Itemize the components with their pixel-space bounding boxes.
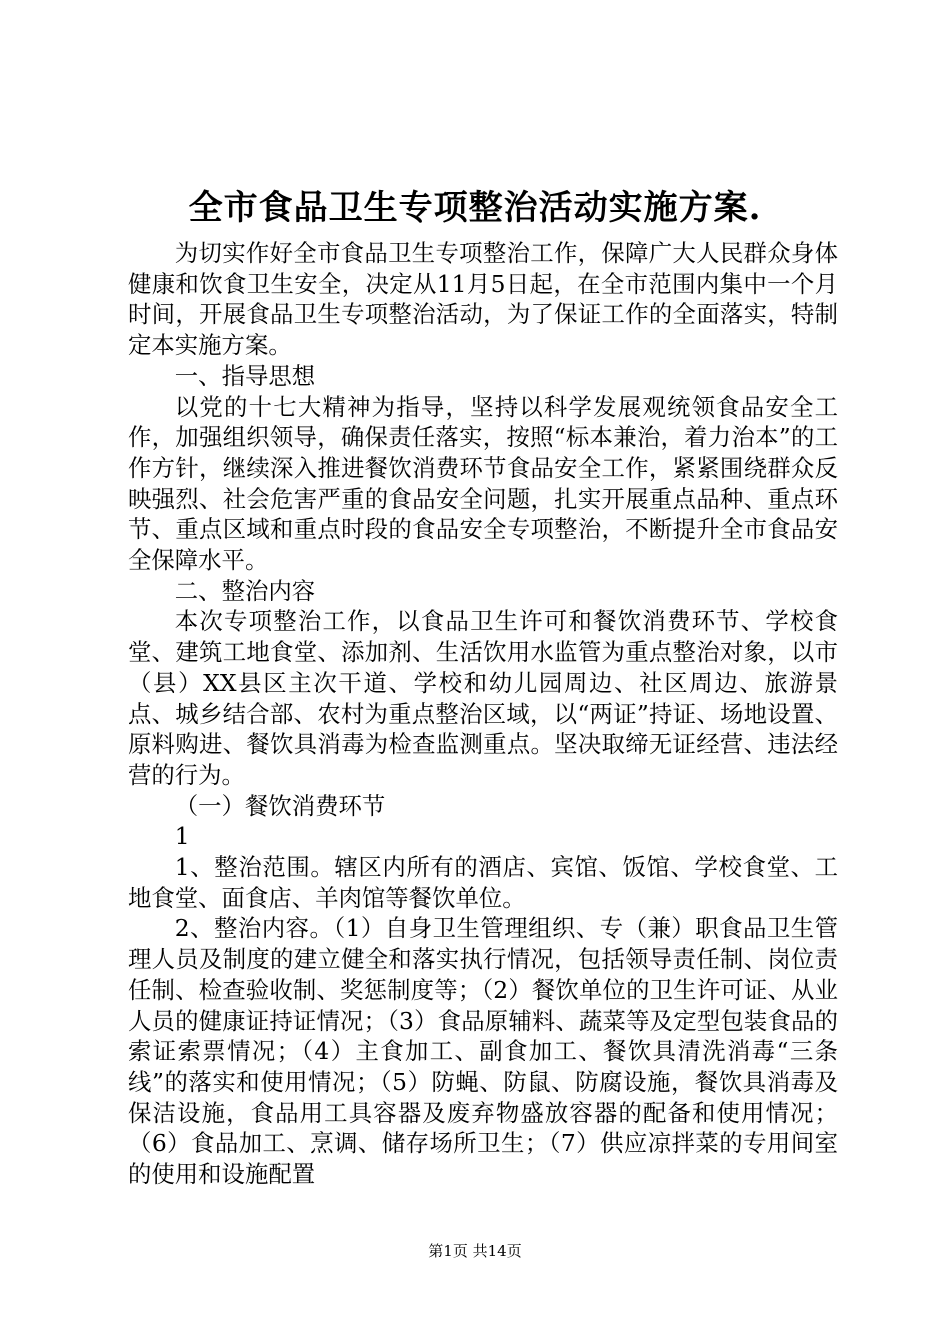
document-body	[128, 238, 838, 1190]
stray-number-line: 1	[174, 822, 190, 851]
section-heading-rectification-content: 二、整治内容	[174, 576, 316, 605]
document-title: 全市食品卫生专项整治活动实施方案.	[188, 188, 762, 228]
guiding-ideology-paragraph: 以党的十七大精神为指导，坚持以科学发展观统领食品安全工作，加强组织领导，确保责任落实，按照“标本兼治，着力治本”的工作方针，继续深入推进餐饮消费环节食品安全工作，紧紧围绕群众反映强烈、社会危害严重的食品安全问题，扎实开展重点品种、重点环节、重点区域和重点时段的食品安全专项整治，不断提升全市食品安全保障水平。	[128, 392, 838, 575]
section-heading-guiding-ideology: 一、指导思想	[174, 361, 316, 390]
subsection-heading-catering: （一）餐饮消费环节	[174, 791, 386, 820]
scope-paragraph: 1、整治范围。辖区内所有的酒店、宾馆、饭馆、学校食堂、工地食堂、面食店、羊肉馆等餐饮单位。	[128, 853, 838, 912]
page-footer: 第1页 共14页	[428, 1242, 522, 1260]
rectification-content-paragraph: 本次专项整治工作，以食品卫生许可和餐饮消费环节、学校食堂、建筑工地食堂、添加剂、生活饮用水监管为重点整治对象，以市（县）XX县区主次干道、学校和幼儿园周边、社区周边、旅游景点、城乡结合部、农村为重点整治区域，以“两证”持证、场地设置、原料购进、餐饮具消毒为检查监测重点。坚决取缔无证经营、违法经营的行为。	[128, 607, 838, 789]
content-details-paragraph: 2、整治内容。（1）自身卫生管理组织、专（兼）职食品卫生管理人员及制度的建立健全和落实执行情况，包括领导责任制、岗位责任制、检查验收制、奖惩制度等；（2）餐饮单位的卫生许可证、从业人员的健康证持证情况；（3）食品原辅料、蔬菜等及定型包装食品的索证索票情况；（4）主食加工、副食加工、餐饮具清洗消毒“三条线”的落实和使用情况；（5）防蝇、防鼠、防腐设施，餐饮具消毒及保洁设施，食品用工具容器及废弃物盛放容器的配备和使用情况；（6）食品加工、烹调、储存场所卫生；（7）供应凉拌菜的专用间室的使用和设施配置	[128, 914, 838, 1189]
intro-paragraph: 为切实作好全市食品卫生专项整治工作，保障广大人民群众身体健康和饮食卫生安全，决定从11月5日起，在全市范围内集中一个月时间，开展食品卫生专项整治活动，为了保证工作的全面落实，特制定本实施方案。	[128, 239, 838, 360]
